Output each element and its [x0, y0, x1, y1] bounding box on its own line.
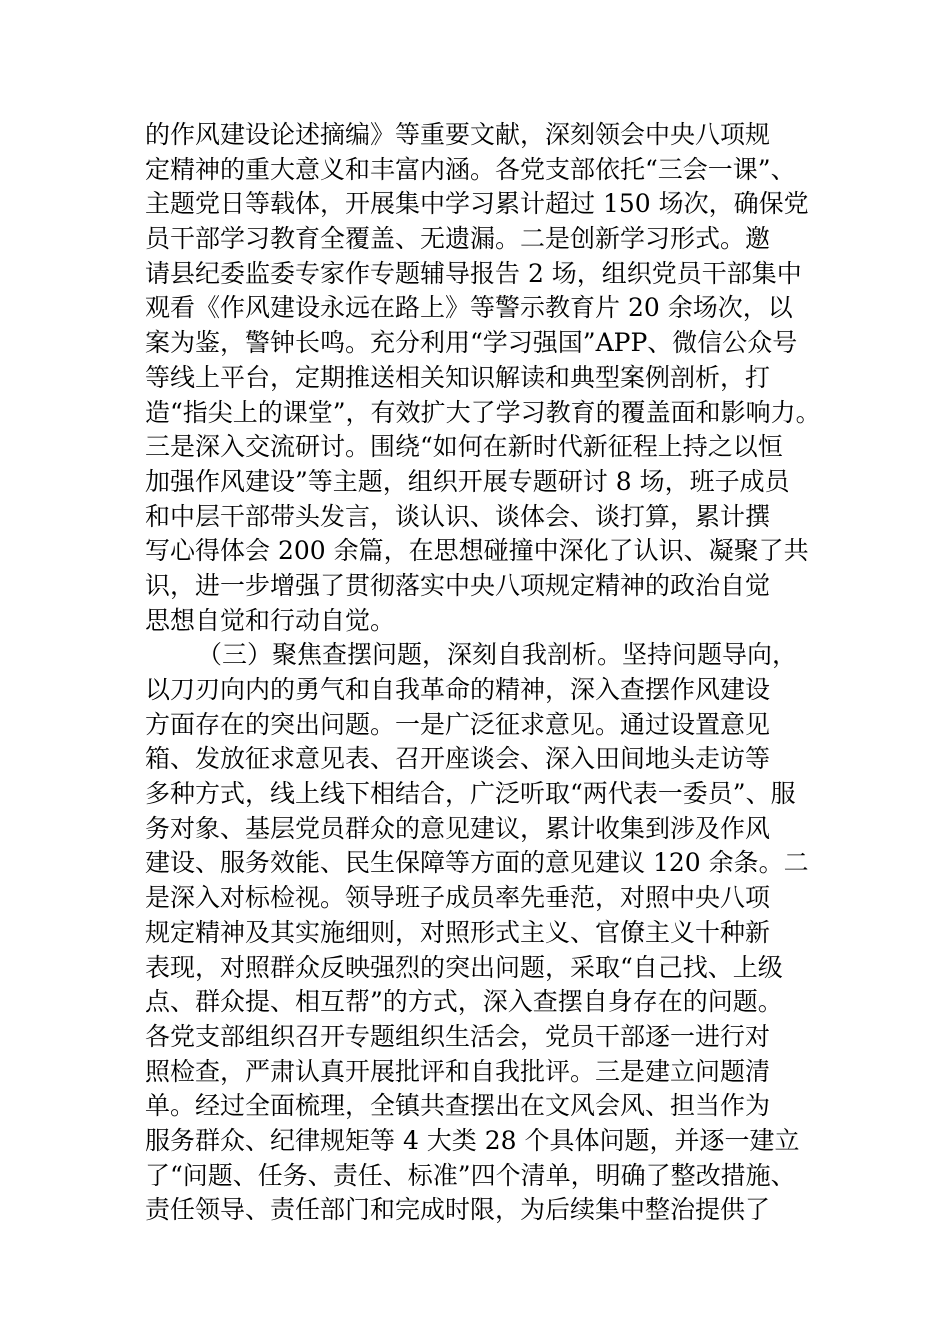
text-line: 表现，对照群众反映强烈的突出问题，采取“自己找、上级 — [145, 952, 783, 982]
text-line: 了“问题、任务、责任、标准”四个清单，明确了整改措施、 — [145, 1160, 796, 1190]
text-line: 的作风建设论述摘编》等重要文献，深刻领会中央八项规 — [145, 120, 771, 149]
text-line: 三是深入交流研讨。围绕“如何在新时代新征程上持之以恒 — [145, 432, 783, 462]
text-line: 点、群众提、相互帮”的方式，深入查摆自身存在的问题。 — [145, 987, 783, 1017]
section-heading-line: （三）聚焦查摆问题，深刻自我剖析。坚持问题导向， — [197, 640, 798, 670]
text-line: 照检查，严肃认真开展批评和自我批评。三是建立问题清 — [145, 1056, 771, 1086]
text-line: 建设、服务效能、民生保障等方面的意见建议 120 余条。二 — [145, 848, 809, 878]
text-line: 方面存在的突出问题。一是广泛征求意见。通过设置意见 — [145, 709, 771, 739]
text-line: 服务群众、纪律规矩等 4 大类 28 个具体问题，并逐一建立 — [145, 1125, 800, 1155]
text-line: 员干部学习教育全覆盖、无遗漏。二是创新学习形式。邀 — [145, 224, 771, 254]
text-line: 责任领导、责任部门和完成时限，为后续集中整治提供了 — [145, 1195, 771, 1225]
text-line: 务对象、基层党员群众的意见建议，累计收集到涉及作风 — [145, 813, 771, 843]
text-line: 主题党日等载体，开展集中学习累计超过 150 场次，确保党 — [145, 189, 809, 219]
text-line: 思想自觉和行动自觉。 — [145, 605, 396, 635]
body-text — [145, 118, 845, 1228]
text-line: 多种方式，线上线下相结合，广泛听取“两代表一委员”、服 — [145, 779, 796, 809]
text-line: 是深入对标检视。领导班子成员率先垂范，对照中央八项 — [145, 883, 771, 913]
text-line: 箱、发放征求意见表、召开座谈会、深入田间地头走访等 — [145, 744, 771, 774]
text-line: 造“指尖上的课堂”，有效扩大了学习教育的覆盖面和影响力。 — [145, 397, 821, 427]
text-line: 观看《作风建设永远在路上》等警示教育片 20 余场次，以 — [145, 293, 793, 323]
text-line: 以刀刃向内的勇气和自我革命的精神，深入查摆作风建设 — [145, 675, 771, 704]
text-line: 各党支部组织召开专题组织生活会，党员干部逐一进行对 — [145, 1021, 771, 1051]
text-line: 识，进一步增强了贯彻落实中央八项规定精神的政治自觉 — [145, 570, 771, 600]
text-line: 和中层干部带头发言，谈认识、谈体会、谈打算，累计撰 — [145, 501, 771, 531]
text-line: 定精神的重大意义和丰富内涵。各党支部依托“三会一课”、 — [145, 154, 796, 184]
text-line: 规定精神及其实施细则，对照形式主义、官僚主义十种新 — [145, 917, 771, 947]
text-line: 等线上平台，定期推送相关知识解读和典型案例剖析，打 — [145, 362, 771, 392]
text-line: 案为鉴，警钟长鸣。充分利用“学习强国”APP、微信公众号 — [145, 328, 798, 358]
text-line: 请县纪委监委专家作专题辅导报告 2 场，组织党员干部集中 — [145, 258, 802, 288]
text-line: 写心得体会 200 余篇，在思想碰撞中深化了认识、凝聚了共 — [145, 536, 809, 566]
text-line: 加强作风建设”等主题，组织开展专题研讨 8 场，班子成员 — [145, 466, 790, 496]
text-line: 单。经过全面梳理，全镇共查摆出在文风会风、担当作为 — [145, 1091, 771, 1121]
